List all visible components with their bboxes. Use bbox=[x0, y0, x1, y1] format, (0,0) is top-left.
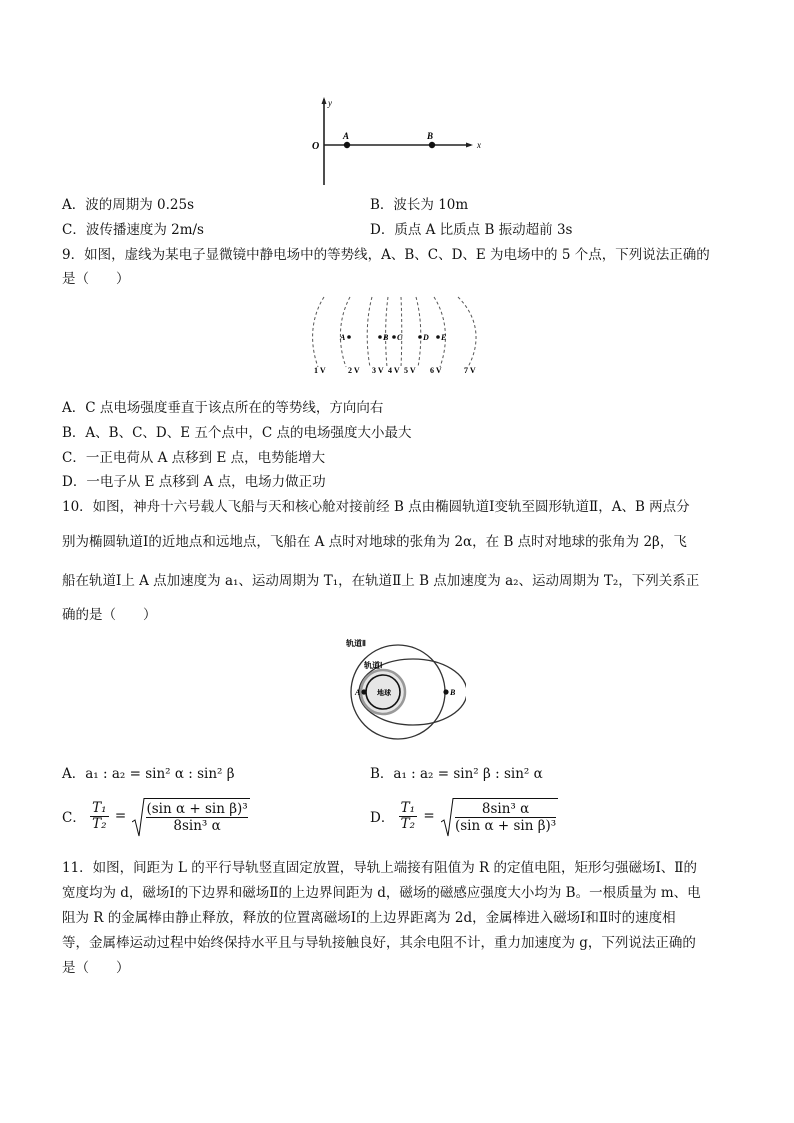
q10-stem-line1: 10．如图，神舟十六号载人飞船与天和核心舱对接前经 B 点由椭圆轨道Ⅰ变轨至圆形轨道Ⅱ，A、B 两点分 bbox=[62, 499, 690, 515]
potential-label: 1 V bbox=[314, 366, 326, 375]
q8-option-a: A．波的周期为 0.25s bbox=[62, 197, 195, 213]
orbit-2-label: 轨道Ⅱ bbox=[346, 639, 366, 648]
q9-stem-line2: 是（ ） bbox=[62, 271, 130, 287]
option-d-radicand bbox=[453, 798, 558, 834]
equipotential-line bbox=[434, 297, 445, 367]
q10-stem-line3: 船在轨道Ⅰ上 A 点加速度为 a₁、运动周期为 T₁，在轨道Ⅱ上 B 点加速度为 a₂、运动周期为 T₂，下列关系正 bbox=[62, 573, 700, 589]
option-c-sqrt bbox=[132, 798, 249, 834]
origin-label: O bbox=[312, 141, 320, 152]
orbit-figure bbox=[336, 630, 466, 740]
equipotential-line bbox=[401, 297, 402, 367]
q8-option-b: B．波长为 10m bbox=[370, 197, 469, 213]
equipotential-line bbox=[458, 297, 476, 367]
y-axis-label: y bbox=[328, 98, 332, 108]
option-c-equals: = bbox=[114, 808, 127, 824]
point-b-label: B bbox=[383, 333, 389, 342]
x-axis-label: x bbox=[477, 140, 481, 150]
point-b-label: B bbox=[427, 131, 434, 141]
option-d-rad-num: 8sin³ α bbox=[455, 801, 556, 818]
earth-label: 地球 bbox=[377, 689, 391, 697]
q11-stem-line2: 宽度均为 d，磁场Ⅰ的下边界和磁场Ⅱ的上边界间距为 d，磁场的磁感应强度大小均为 B。一根质量为 m、电 bbox=[62, 885, 701, 901]
option-c-fraction bbox=[90, 801, 108, 832]
option-d-equals: = bbox=[423, 808, 435, 824]
q11-stem-line5: 是（ ） bbox=[62, 960, 130, 976]
potential-label: 5 V bbox=[404, 366, 416, 375]
q8-option-d: D．质点 A 比质点 B 振动超前 3s bbox=[370, 222, 573, 238]
q10-option-a: A．a₁ : a₂ = sin² α : sin² β bbox=[62, 766, 235, 782]
q9-option-b: B．A、B、C、D、E 五个点中，C 点的电场强度大小最大 bbox=[62, 425, 412, 441]
option-c-radicand bbox=[144, 798, 249, 834]
option-d-fraction bbox=[399, 801, 417, 832]
q11-stem-line3: 阻为 R 的金属棒由静止释放，释放的位置离磁场Ⅰ的上边界距离为 2d，金属棒进入磁场Ⅰ和Ⅱ时的速度相 bbox=[62, 910, 676, 926]
q8-option-c: C．波传播速度为 2m/s bbox=[62, 222, 204, 238]
point-b-label: B bbox=[450, 688, 456, 697]
equipotential-line bbox=[367, 297, 372, 367]
q9-option-d: D．一电子从 E 点移到 A 点，电场力做正功 bbox=[62, 474, 326, 490]
potential-label: 6 V bbox=[430, 366, 442, 375]
option-d-frac-num: T₁ bbox=[400, 799, 416, 816]
sqrt-sign bbox=[441, 798, 455, 838]
q9-option-c: C．一正电荷从 A 点移到 E 点，电势能增大 bbox=[62, 450, 326, 466]
potential-label: 2 V bbox=[348, 366, 360, 375]
q10-option-b: B．a₁ : a₂ = sin² β : sin² α bbox=[370, 766, 543, 782]
option-c-rad-num: (sin α + sin β)³ bbox=[146, 801, 248, 817]
point-c-label: C bbox=[397, 333, 403, 342]
point-d-dot bbox=[418, 335, 422, 339]
equipotential-figure bbox=[308, 293, 490, 377]
point-d-label: D bbox=[423, 333, 429, 342]
point-a-dot bbox=[361, 689, 366, 694]
equipotential-line bbox=[340, 297, 350, 367]
option-c-rad-den: 8sin³ α bbox=[173, 818, 221, 834]
q10-stem-line2: 别为椭圆轨道Ⅰ的近地点和远地点，飞船在 A 点时对地球的张角为 2α，在 B 点时对地球的张角为 2β，飞 bbox=[62, 534, 687, 550]
equipotential-line bbox=[313, 297, 324, 367]
q10-option-c bbox=[62, 798, 250, 834]
point-e-dot bbox=[436, 335, 440, 339]
point-a-label: A bbox=[355, 688, 361, 697]
wave-figure bbox=[305, 95, 485, 187]
q11-stem-line4: 等，金属棒运动过程中始终保持水平且与导轨接触良好，其余电阻不计，重力加速度为 g，下列说法正确的 bbox=[62, 935, 696, 951]
potential-label: 3 V bbox=[372, 366, 384, 375]
q9-option-a: A．C 点电场强度垂直于该点所在的等势线，方向向右 bbox=[62, 400, 384, 416]
q10-stem-line4: 确的是（ ） bbox=[62, 607, 157, 623]
point-c-dot bbox=[392, 335, 396, 339]
point-b-dot bbox=[429, 142, 435, 148]
q11-stem-line1: 11．如图，间距为 L 的平行导轨竖直固定放置，导轨上端接有阻值为 R 的定值电阻，矩形匀强磁场Ⅰ、Ⅱ的 bbox=[62, 860, 697, 876]
sqrt-sign bbox=[132, 798, 146, 838]
point-a-dot bbox=[347, 335, 351, 339]
option-c-label: C． bbox=[62, 810, 86, 826]
option-c-frac-den: T₂ bbox=[92, 815, 107, 832]
potential-label: 7 V bbox=[464, 366, 476, 375]
point-b-dot bbox=[378, 335, 382, 339]
point-a-dot bbox=[344, 142, 350, 148]
point-a-label: A bbox=[340, 333, 346, 342]
option-d-frac-den: T₂ bbox=[400, 815, 416, 832]
x-axis-arrow bbox=[466, 143, 473, 148]
point-e-label: E bbox=[441, 333, 447, 342]
equipotential-line bbox=[416, 297, 421, 367]
option-d-sqrt bbox=[441, 798, 558, 834]
option-d-rad-den: (sin α + sin β)³ bbox=[454, 818, 557, 834]
option-c-frac-num: T₁ bbox=[92, 799, 107, 816]
potential-label: 4 V bbox=[388, 366, 400, 375]
equipotential-line bbox=[386, 297, 388, 367]
y-axis-arrow bbox=[322, 97, 327, 104]
point-b-dot bbox=[443, 689, 448, 694]
option-d-label: D． bbox=[370, 810, 395, 826]
orbit-1-label: 轨道Ⅰ bbox=[364, 661, 383, 670]
point-a-label: A bbox=[343, 131, 350, 141]
q10-option-d bbox=[370, 798, 558, 834]
q9-stem-line1: 9．如图，虚线为某电子显微镜中静电场中的等势线，A、B、C、D、E 为电场中的 5 个点，下列说法正确的 bbox=[62, 247, 710, 263]
